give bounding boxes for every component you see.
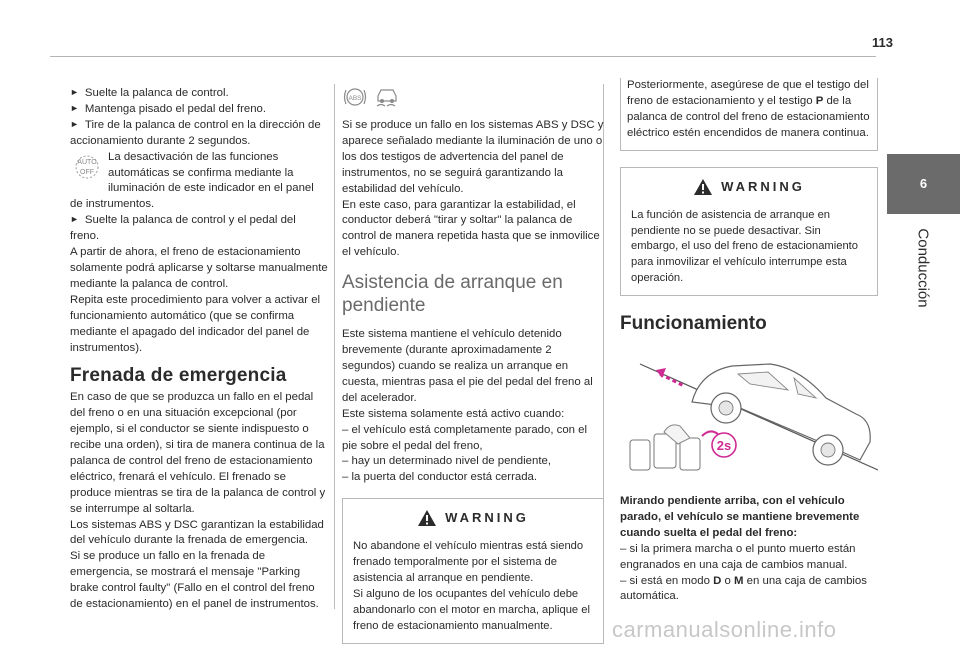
hill-condition-2-text: hay un determinado nivel de pendiente, (351, 455, 551, 468)
bullet-release-lever: ► Suelte la palanca de control. (70, 86, 328, 102)
auto-off-icon-text-auto: AUTO (77, 158, 97, 166)
continued-box-text-p: P (815, 94, 824, 107)
svg-text:ABS: ABS (348, 95, 362, 102)
chapter-number: 6 (919, 176, 928, 191)
top-rule (50, 56, 876, 57)
auto-off-icon-text-off: OFF (80, 168, 94, 176)
hill-para-1: Este sistema mantiene el vehículo detenido brevemente (durante aproximadamente 2 segundos) cuando se realiza un arranque en cuesta, mientras pasa el pie del pedal del freno al del acelerador. (342, 328, 593, 404)
hill-condition-3: – la puerta del conductor está cerrada. (342, 471, 538, 484)
emergency-para-3: Si se produce un fallo en la frenada de emergencia, se mostrará el mensaje "Parking brake control faulty" (Fallo en el control del freno de estacionamiento) en el panel de instrumentos. (70, 550, 319, 611)
column-divider-1 (334, 84, 335, 609)
warning-box-deactivate (620, 167, 878, 297)
abs-failure-text: Si se produce un fallo en los sistemas ABS y DSC y aparece señalado mediante la iluminación de uno o los dos testigos de advertencia del panel de instrumentos, no se seguirá garantizando la estabilidad del vehículo. (342, 119, 604, 195)
para-manual-only: A partir de ahora, el freno de estacionamiento solamente podrá aplicarse y soltarse manualmente mediante la palanca de control. (70, 246, 328, 290)
continued-box-text (627, 78, 871, 142)
watermark: carmanualsonline.info (612, 617, 837, 642)
warning-box-hill (342, 498, 604, 643)
condition-manual: – si la primera marcha o el punto muerto están engranados en una caja de cambios manual. (620, 542, 856, 571)
bullet-release-both: ► Suelte la palanca de control y el pedal del freno. (70, 213, 328, 245)
column-1 (70, 86, 328, 613)
hill-condition-3-text: la puerta del conductor está cerrada. (351, 471, 538, 484)
abs-warning-icon (342, 84, 368, 110)
auto-off-block (70, 150, 328, 214)
warning-hill-para-2: Si alguno de los ocupantes del vehículo debe abandonarlo con el motor en marcha, aplique el freno de estacionamiento manualmente. (353, 587, 590, 632)
hill-condition-2: – hay un determinado nivel de pendiente, (342, 455, 551, 468)
column-2 (342, 84, 604, 644)
page-number: 113 (872, 35, 893, 50)
continued-box-text-pre: Posteriormente, asegúrese de que el testigo del freno de estacionamiento y el testigo (627, 79, 869, 107)
para-repeat: Repita este procedimiento para volver a activar el funcionamiento automático (que se confirma mediante el apagado del indicador del panel de instrumentos). (70, 293, 321, 354)
mode-m: M (733, 574, 744, 587)
warning-header (353, 509, 593, 527)
continued-box (620, 78, 878, 151)
dsc-warning-icon (372, 84, 402, 110)
chapter-tab[interactable] (887, 154, 960, 214)
abs-failure-action-text: En este caso, para garantizar la estabilidad, el conductor deberá "tirar y soltar" la palanca de control de manera repetida hasta que se inmovilice el vehículo. (342, 198, 600, 259)
condition-auto-post: en una caja de cambios automática. (620, 574, 867, 603)
warning-triangle-icon (417, 509, 437, 527)
chapter-title-vertical (883, 228, 960, 308)
continued-box-text-post: de la palanca de control del freno de estacionamiento eléctrico estén encendidos de manera continua. (627, 94, 870, 139)
condition-auto-o: o (721, 574, 734, 587)
warning-triangle-icon (693, 178, 713, 196)
emergency-para-1: En caso de que se produzca un fallo en el pedal del freno o en una situación excepcional (por ejemplo, si el conductor se siente indispuesto o recibe una orden), si tira de manera continua de la palanca de control del freno de estacionamiento eléctrico, frenará el vehículo. El frenado se produce mientras se tira de la palanca de control y se interrumpe al soltarla. (70, 391, 326, 515)
warning-title: WARNING (445, 510, 529, 526)
bullet-pull-lever: ► Tire de la palanca de control en la dirección de accionamiento durante 2 segundos. (70, 118, 328, 150)
warning-deactivate-text: La función de asistencia de arranque en pendiente no se puede desactivar. Sin embargo, el uso del freno de estacionamiento para inmovilizar el vehículo interrumpe esta operación. (631, 208, 859, 285)
warning-hill-para-1: No abandone el vehículo mientras está siendo frenado temporalmente por el sistema de asistencia al arranque en pendiente. (353, 540, 584, 585)
warning-title-2: WARNING (721, 178, 805, 194)
chapter-title: Conducción (914, 228, 932, 308)
emergency-para-2: Los sistemas ABS y DSC garantizan la estabilidad del vehículo durante la frenada de emergencia. (70, 518, 324, 547)
warning-lamp-icons (342, 84, 604, 112)
timer-label: 2s (716, 438, 732, 454)
heading-operation: Funcionamiento (620, 313, 767, 335)
condition-auto: – si está en modo D o M en una caja de cambios automática. (620, 574, 867, 603)
hill-para-2: Este sistema solamente está activo cuando: (342, 407, 565, 420)
figure-caption: Mirando pendiente arriba, con el vehículo parado, el vehículo se mantiene brevemente cuando suelta el pedal del freno: (620, 494, 860, 539)
condition-auto-pre: si está en modo (629, 574, 714, 587)
hill-condition-1: – el vehículo está completamente parado, con el pie sobre el pedal del freno, (342, 423, 588, 452)
column-3 (620, 79, 878, 605)
mode-d: D (713, 574, 722, 587)
warning-header-2 (631, 178, 867, 196)
auto-off-text: La desactivación de las funciones automáticas se confirma mediante la iluminación de este indicador en el panel de instrumentos. (70, 150, 314, 211)
hill-condition-1-text: el vehículo está completamente parado, con el pie sobre el pedal del freno, (342, 423, 588, 452)
condition-manual-text: si la primera marcha o el punto muerto están engranados en una caja de cambios manual. (620, 542, 856, 571)
heading-emergency-braking: Frenada de emergencia (70, 365, 287, 387)
auto-off-icon (70, 152, 104, 182)
bullet-press-brake: ► Mantenga pisado el pedal del freno. (70, 102, 328, 118)
heading-hill-start-assist: Asistencia de arranque en pendiente (342, 272, 563, 317)
hill-start-illustration (620, 342, 878, 482)
